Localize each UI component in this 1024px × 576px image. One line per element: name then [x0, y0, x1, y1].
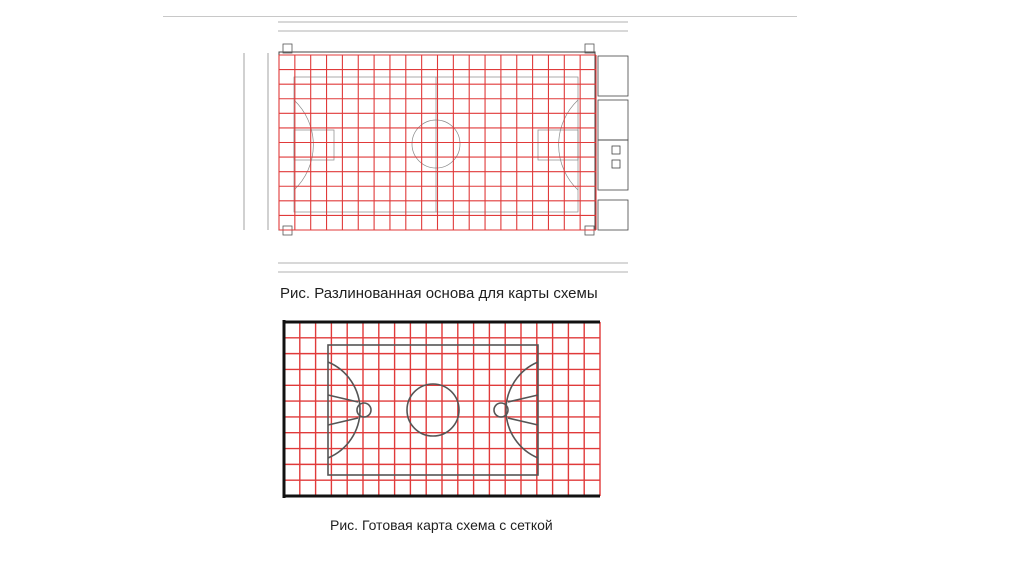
figure-2-caption: Рис. Готовая карта схема с сеткой: [330, 517, 553, 533]
figure-1-caption: Рис. Разлинованная основа для карты схемы: [280, 285, 598, 302]
map-grid: [284, 322, 600, 496]
court-lines: [328, 345, 538, 475]
